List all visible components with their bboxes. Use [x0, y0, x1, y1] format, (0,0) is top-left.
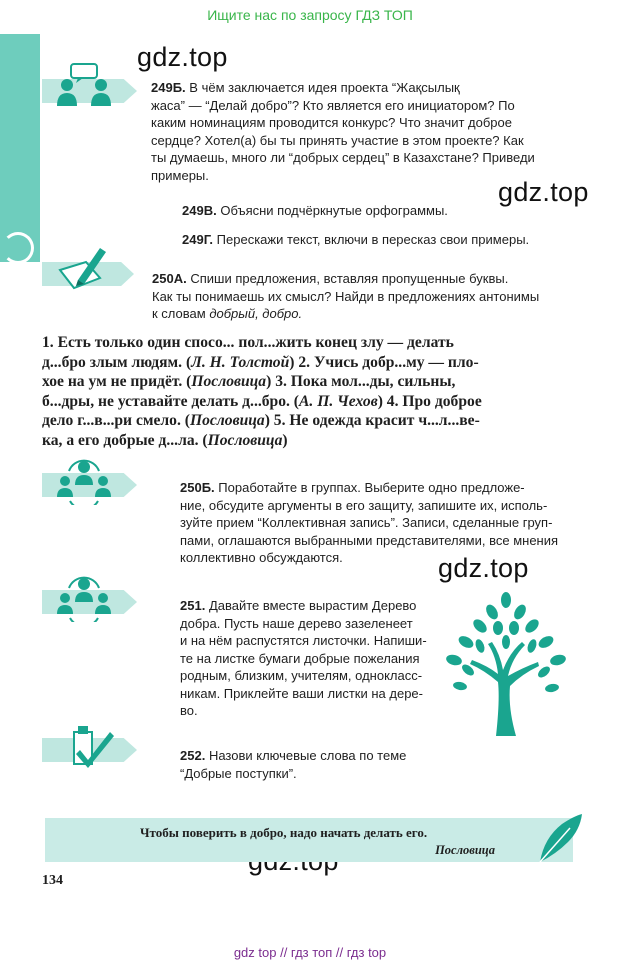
page-number: 134 [42, 873, 63, 888]
proverb-text: дело г...в...ри смело. ( [42, 412, 190, 429]
top-banner[interactable]: Ищите нас по запросу ГДЗ ТОП [207, 7, 413, 23]
exercise-250a: 250А. Спиши предложения, вставляя пропущенные буквы. Как ты понимаешь их смысл? Найди в предложениях антонимы к словам добрый, добро. [152, 271, 540, 321]
proverb-line [42, 353, 582, 373]
checkmark-icon [66, 724, 122, 772]
proverb-text: ) 2. Учись добр...му — пло- [289, 353, 479, 371]
side-color-bar [0, 34, 40, 262]
exercise-252: 252. Назови ключевые слова по теме “Добрые поступки”. [180, 748, 407, 781]
swirl-ornament-icon [2, 232, 34, 264]
proverb-line [42, 411, 582, 431]
proverb-line [42, 333, 582, 353]
proverb-text: б...дры, не уставайте делать д...бро. ( [42, 392, 299, 410]
proverb-line [42, 372, 582, 392]
source-italic: Пословица [189, 412, 265, 429]
watermark: gdz.top [137, 42, 228, 72]
proverb-text: ) [282, 431, 288, 449]
tree-illustration [440, 590, 570, 740]
proverb-text: ) 4. Про доброе [377, 392, 482, 410]
feather-icon [534, 812, 584, 866]
proverb-text: д...бро злым людям. ( [42, 353, 192, 371]
group-work-icon [56, 574, 112, 622]
group-work-icon [56, 457, 112, 505]
proverb-text: ка, а его добрые д...ла. ( [42, 431, 208, 449]
exercise-label: 249Б. [151, 80, 186, 95]
source-italic: Пословица [191, 373, 267, 390]
discussion-icon [56, 62, 112, 110]
exercise-249g: 249Г. Перескажи текст, включи в пересказ свои примеры. [182, 232, 530, 247]
proverb-text: ) 5. Не одежда красит ч...л...ве- [264, 412, 480, 429]
quote-box [45, 818, 573, 862]
proverb-line [42, 431, 582, 451]
exercise-251: 251. Давайте вместе вырастим Дерево добра. Пусть наше дерево зазеленеет и на нём распустятся листочки. Напиши- те на листке бумаги добрые пожелания родным, близким, учителям, однокласс- никам. Приклейте ваши листки на дере- во. [180, 598, 427, 718]
exercise-249v: 249В. Объясни подчёркнутые орфограммы. [182, 203, 448, 218]
proverbs-block [42, 333, 582, 450]
watermark: gdz.top [498, 177, 589, 207]
writing-icon [56, 244, 112, 292]
exercise-250b: 250Б. Поработайте в группах. Выберите одно предложе- ние, обсудите аргументы в его защиту, запишите их, исполь- зуйте прием “Коллективная запись”. Записи, сделанные груп- пами, оглашаются выбранными представителями, все мнения коллективно обсуждаются. [180, 480, 559, 565]
quote-text: Чтобы поверить в добро, надо начать делать его. [140, 825, 428, 840]
source-italic: Л. Н. Толстой [191, 353, 290, 371]
proverb-text: ) 3. Пока мол...ды, сильны, [266, 373, 456, 390]
source-italic: А. П. Чехов [299, 392, 378, 410]
proverb-text: 1. Есть только один спосо... пол...жить конец злу — делать [42, 334, 454, 351]
proverb-line [42, 392, 582, 412]
exercise-249b: 249Б. В чём заключается идея проекта “Жақсылық жаса” — “Делай добро”? Кто является его инициатором? По каким номинациям проводится конкурс? Что значит доброе сердце? Хотел(а) бы ты принять участие в этом проекте? Как ты думаешь, много ли “добрых сердец” в Казахстане? Приведи примеры. [151, 80, 535, 183]
bottom-banner[interactable]: gdz top // гдз топ // гдз top [233, 945, 387, 960]
watermark: gdz.top [438, 553, 529, 583]
proverb-text: хое на ум не придёт. ( [42, 373, 192, 390]
source-italic: Пословица [207, 431, 283, 449]
quote-source: Пословица [435, 843, 495, 857]
